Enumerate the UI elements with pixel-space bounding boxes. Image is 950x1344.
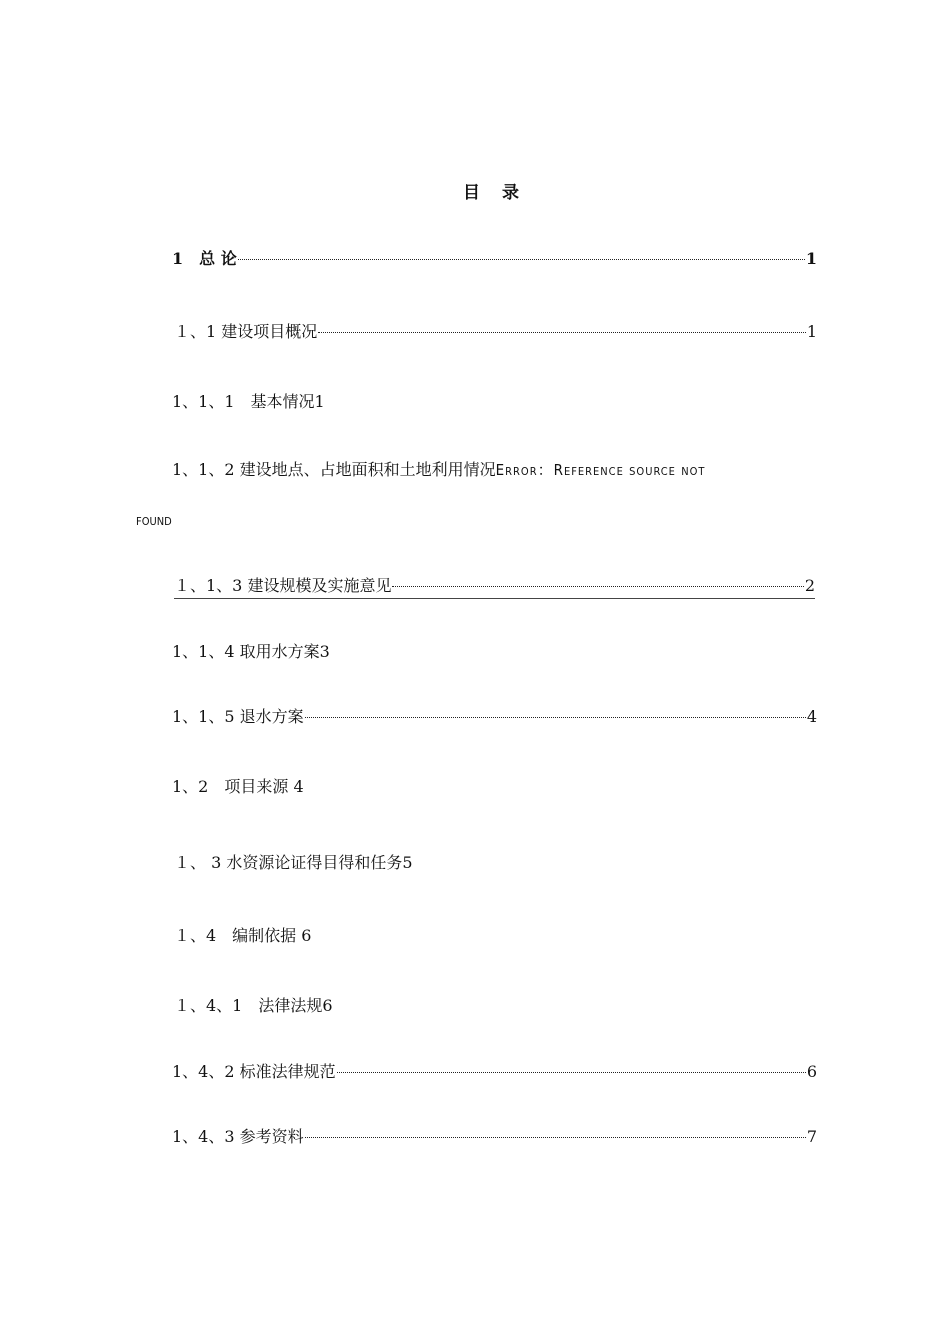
dot-leader [392, 586, 803, 587]
toc-entry-label: １、 3 水资源论证得目得和任务5 [174, 853, 413, 872]
toc-page-number: 6 [806, 1062, 817, 1081]
toc-entry-1-4[interactable] [174, 925, 311, 947]
reference-error-text: Error：Reference source not [495, 461, 706, 479]
toc-entry-label: 1、4、3 参考资料 [172, 1127, 304, 1146]
toc-entry-1-4-3[interactable] [172, 1126, 817, 1148]
toc-entry-label: １、4 编制依据 6 [174, 926, 312, 945]
dot-leader [305, 1137, 806, 1138]
toc-entry-label: 1、1、4 取用水方案3 [172, 642, 330, 661]
toc-entry-1-2[interactable] [172, 776, 304, 798]
toc-entry-label: 1、2 项目来源 4 [172, 777, 304, 796]
dot-leader [238, 259, 805, 260]
toc-entry-1-1-4[interactable] [172, 641, 330, 663]
toc-entry-label: １、4、1 法律法规6 [174, 996, 333, 1015]
toc-page-number: 7 [806, 1127, 817, 1146]
toc-entry-label: １、1 建设项目概况 [174, 322, 318, 341]
toc-entry-1-1-1[interactable] [172, 391, 325, 413]
toc-entry-1-1[interactable] [174, 321, 817, 343]
toc-entry-label: 1、1、2 建设地点、占地面积和土地利用情况 [172, 460, 496, 479]
reference-error-text-2: found [136, 511, 172, 529]
toc-entry-label: 1、1、5 退水方案 [172, 707, 304, 726]
toc-entry-1-1-5[interactable] [172, 706, 817, 728]
toc-entry-1[interactable] [172, 248, 817, 270]
toc-title: 目 录 [463, 183, 527, 203]
toc-entry-label: 1、1、1 基本情况1 [172, 392, 325, 411]
toc-entry-label: 1、4、2 标准法律规范 [172, 1062, 336, 1081]
toc-page-number: 4 [806, 707, 817, 726]
toc-page-number: 1 [806, 322, 817, 341]
toc-entry-1-3[interactable] [174, 852, 413, 874]
dot-leader [305, 717, 806, 718]
toc-entry-label: 1 总 论 [172, 249, 237, 268]
reference-error-continuation [136, 509, 172, 531]
toc-page-number: 1 [805, 249, 817, 268]
toc-entry-1-1-3[interactable] [174, 575, 815, 599]
toc-entry-1-4-2[interactable] [172, 1061, 817, 1083]
toc-entry-1-4-1[interactable] [174, 995, 333, 1017]
dot-leader [318, 332, 806, 333]
toc-entry-label: １、1、3 建设规模及实施意见 [174, 576, 392, 595]
toc-page-number: 2 [804, 576, 815, 595]
toc-entry-1-1-2[interactable] [172, 459, 817, 481]
dot-leader [337, 1072, 806, 1073]
